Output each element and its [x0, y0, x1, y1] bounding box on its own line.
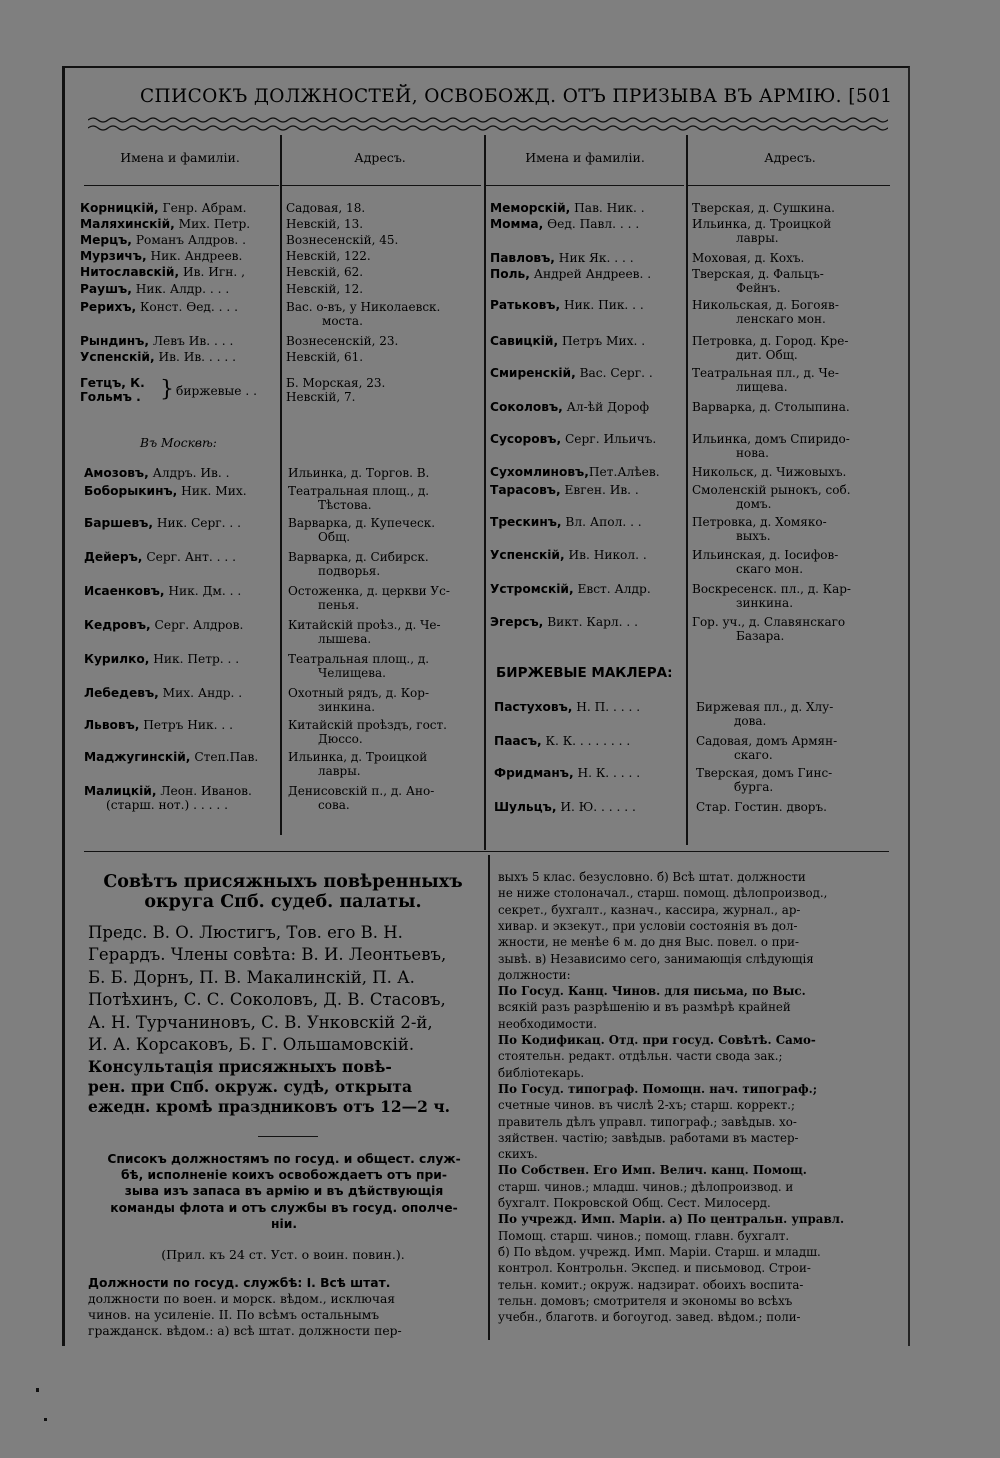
entry-address: Ильинка, д. Торгов. В. [288, 466, 430, 480]
text-line: необходимости. [498, 1016, 597, 1031]
surname: Маляхинскій, [80, 217, 175, 231]
entry-name [84, 484, 247, 498]
surname: Поль, [490, 267, 530, 281]
surname: Лебедевъ, [84, 686, 159, 700]
surname: Трескинъ, [490, 515, 562, 529]
entry-name [84, 550, 236, 564]
speck [36, 1388, 39, 1392]
text-line: По учрежд. Имп. Маріи. а) По центральн. управл. [498, 1212, 845, 1227]
entry-name [80, 201, 247, 215]
text-line: бѣ, исполненіе коихъ освобождаетъ отъ при- [120, 1168, 448, 1183]
initials: Леон. Иванов. [156, 784, 252, 798]
surname: Тарасовъ, [490, 483, 561, 497]
entry-address-cont: лищева. [736, 380, 788, 394]
surname: Курилко, [84, 652, 150, 666]
entry-name [490, 298, 644, 312]
text-line: жности, не менѣе 6 м. до дня Выс. повел. о при- [498, 935, 799, 950]
surname: Раушъ, [80, 282, 132, 296]
entry-address: Невскій, 13. [286, 217, 364, 231]
header-rule-bottom [88, 124, 888, 132]
initials: Серг. Алдров. [150, 618, 244, 632]
surname: Савицкій, [490, 334, 559, 348]
entry-address: Охотный рядъ, д. Кор- [288, 686, 429, 700]
text-line: скихъ. [498, 1147, 538, 1162]
column-divider [686, 135, 688, 845]
entry-address: Вознесенскій, 23. [286, 334, 399, 348]
text-line: рен. при Спб. окруж. судѣ, открыта [88, 1077, 413, 1096]
initials: Мих. Петр. [174, 217, 251, 231]
entry-address: Китайскій проѣз., д. Че- [288, 618, 441, 632]
council-title-line: Совѣтъ присяжныхъ повѣренныхъ [103, 872, 463, 892]
entry-name [80, 282, 229, 296]
text-line: Помощ. старш. чинов.; помощ. главн. бухгалт. [498, 1228, 790, 1243]
rule [688, 185, 890, 186]
surname: Мурзичъ, [80, 249, 147, 263]
entry-name [80, 300, 238, 314]
entry-address: Театральная площ., д. [288, 652, 430, 666]
text-line: зяйствен. частію; завѣдыв. работами въ мастер- [498, 1130, 799, 1145]
entry-address: Китайскій проѣздъ, гост. [288, 718, 447, 732]
speck [44, 1418, 47, 1421]
surname: Успенскій, [80, 350, 155, 364]
text-line: гражданск. вѣдом.: а) всѣ штат. должности пер- [88, 1324, 402, 1338]
entry-address-cont: лышева. [318, 632, 372, 646]
initials: Ник. Мих. [177, 484, 247, 498]
header-title: СПИСОКЪ ДОЛЖНОСТЕЙ, ОСВОБОЖД. ОТЪ ПРИЗЫВА ВЪ АРМІЮ. [140, 86, 842, 107]
entry-address: Ильинка, д. Троицкой [692, 217, 832, 231]
entry-name [490, 582, 651, 596]
entry-name [490, 201, 645, 215]
entry-address-cont: Тѣстова. [318, 498, 372, 512]
initials: Н. К. . . . . [573, 766, 641, 780]
entry-name [80, 265, 245, 279]
text-line: должности по воен. и морск. вѣдом., исключая [88, 1292, 396, 1306]
text-line: По Кодификац. Отд. при госуд. Совѣтѣ. Само- [498, 1033, 816, 1047]
entry-address-cont: Дюссо. [318, 732, 363, 746]
surname: Львовъ, [84, 718, 140, 732]
text-line: А. Н. Турчаниновъ, С. В. Унковскій 2-й, [88, 1012, 433, 1032]
initials: Серг. Ильичъ. [561, 432, 657, 446]
surname: Смиренскій, [490, 366, 576, 380]
entry-address-cont: нова. [736, 446, 769, 460]
entry-address: Невскій, 122. [286, 249, 371, 263]
initials: Ал-ѣй Дороф [562, 400, 650, 414]
entry-name [494, 766, 640, 780]
entry-name [490, 432, 656, 446]
entry-address: Варварка, д. Столыпина. [692, 400, 850, 414]
short-rule [258, 1136, 318, 1137]
entry-name [80, 233, 246, 247]
text-line: ніи. [271, 1216, 297, 1231]
initials: Андрей Андреев. . [529, 267, 652, 281]
initials: Пет.Алѣев. [588, 465, 660, 479]
entry-address: Варварка, д. Сибирск. [288, 550, 429, 564]
entry-name [490, 615, 638, 629]
initials: Ник. Серг. . . [152, 516, 242, 530]
surname: Маджугинскій, [84, 750, 191, 764]
entry-address: Денисовскій п., д. Ано- [288, 784, 435, 798]
text-line: команды флота и отъ службы въ госуд. ополче- [110, 1200, 458, 1215]
initials: Петръ Мих. . [558, 334, 646, 348]
moscow-heading: Въ Москвѣ: [140, 436, 217, 450]
col-head-names-right: Имена и фамиліи. [525, 150, 645, 165]
brace: } [160, 377, 174, 402]
text-line: Консультація присяжныхъ повѣ- [88, 1057, 392, 1076]
text-line: По Госуд. Канц. Чинов. для письма, по Выс. [498, 984, 806, 999]
initials: Вл. Апол. . . [561, 515, 642, 529]
text-line: выхъ 5 клас. безусловно. б) Всѣ штат. должности [498, 870, 806, 884]
entry-name [84, 784, 252, 798]
entry-address: Вас. о-въ, у Николаевск. [286, 300, 441, 314]
text-line: тельн. домовъ; смотрителя и экономы во всѣхъ [498, 1293, 793, 1308]
initials: Викт. Карл. . . [543, 615, 639, 629]
initials: Мих. Андр. . [158, 686, 243, 700]
rule [486, 185, 684, 186]
section-rule [84, 851, 889, 852]
entry-name [490, 548, 647, 562]
surname: Рерихъ, [80, 300, 137, 314]
initials: Алдръ. Ив. . [148, 466, 230, 480]
entry-address: Ильинская, д. Іосифов- [692, 548, 839, 562]
entry-name [490, 267, 651, 281]
entry-address: Невскій, 12. [286, 282, 364, 296]
initials: Конст. Ѳед. . . . [136, 300, 239, 314]
entry-address: Театральная площ., д. [288, 484, 430, 498]
entry-name [84, 750, 258, 764]
entry-address-cont: выхъ. [736, 529, 771, 543]
initials: Пав. Ник. . [570, 201, 645, 215]
text-line: секрет., бухгалт., казнач., кассира, журнал., ар- [498, 902, 801, 917]
text-line: ежедн. кромѣ праздниковъ отъ 12—2 ч. [88, 1097, 451, 1116]
entry-name [80, 350, 236, 364]
entry-address-cont: моста. [322, 314, 363, 328]
entry-address-cont: сова. [318, 798, 350, 812]
text-line: хивар. и экзекут., при условіи состоянія въ дол- [498, 918, 798, 933]
column-divider [484, 135, 486, 850]
initials: Генр. Абрам. [158, 201, 247, 215]
entry-name [494, 800, 636, 814]
surname: Паасъ, [494, 734, 542, 748]
surname: Момма, [490, 217, 544, 231]
surname: Соколовъ, [490, 400, 563, 414]
broker-address: Б. Морская, 23. [286, 376, 386, 390]
text-line: учебн., благотв. и богоугод. завед. вѣдом.; поли- [498, 1310, 801, 1325]
text-line: Должности по госуд. службѣ: І. Всѣ штат. [88, 1276, 391, 1290]
initials: Ник Як. . . . [554, 251, 634, 265]
text-line: тельн. комит.; окруж. надзират. обоихъ воспита- [498, 1277, 804, 1292]
entry-address: Моховая, д. Кохъ. [692, 251, 805, 265]
broker-note: биржевые . . [176, 384, 257, 398]
initials: Ив. Ив. . . . . [154, 350, 237, 364]
entry-address: Невскій, 61. [286, 350, 364, 364]
text-line: счетные чинов. въ числѣ 2-хъ; старш. коррект.; [498, 1098, 795, 1113]
entry-address-cont: Фейнъ. [736, 281, 781, 295]
surname: Рындинъ, [80, 334, 149, 348]
text-line: Списокъ должностямъ по госуд. и общест. служ- [107, 1152, 461, 1166]
text-line: зывѣ. в) Независимо сего, занимающія слѣдующія [498, 951, 814, 966]
surname: Баршевъ, [84, 516, 153, 530]
entry-name [490, 334, 645, 348]
initials: Степ.Пав. [190, 750, 259, 764]
initials: Ник. Дм. . . [164, 584, 242, 598]
entry-name [80, 334, 233, 348]
surname: Сухомлиновъ, [490, 465, 589, 479]
initials: Ив. Игн. , [179, 265, 245, 279]
list-ref: (Прил. къ 24 ст. Уст. о воин. повин.). [161, 1247, 405, 1262]
entry-address: Тверская, д. Фальцъ- [692, 267, 824, 281]
initials: Евст. Алдр. [573, 582, 651, 596]
text-line: чинов. на усиленіе. ІІ. По всѣмъ остальнымъ [88, 1308, 380, 1322]
surname: Дейеръ, [84, 550, 143, 564]
initials: Серг. Ант. . . . [142, 550, 237, 564]
surname: Успенскій, [490, 548, 565, 562]
text-line: По Собствен. Его Имп. Велич. канц. Помощ. [498, 1163, 807, 1178]
running-header [140, 86, 893, 107]
text-line: б) По вѣдом. учрежд. Имп. Маріи. Старш. и младш. [498, 1244, 821, 1259]
column-divider [488, 855, 490, 1340]
text-line: Предс. В. О. Люстигъ, Тов. его В. Н. [88, 923, 403, 942]
entry-address-cont: лавры. [736, 231, 779, 245]
initials: Н. П. . . . . [572, 700, 641, 714]
initials: Ник. Андреев. [146, 249, 243, 263]
broker-address: Невскій, 7. [286, 390, 356, 404]
surname: Малицкій, [84, 784, 157, 798]
surname: Фридманъ, [494, 766, 574, 780]
initials: Ник. Петр. . . [149, 652, 240, 666]
entry-address-cont: ленскаго мон. [736, 312, 826, 326]
entry-name [490, 251, 634, 265]
surname: Кедровъ, [84, 618, 151, 632]
text-line: Потѣхинъ, С. С. Соколовъ, Д. В. Стасовъ, [88, 990, 446, 1010]
col-head-address-left: Адресъ. [354, 150, 406, 165]
entry-address: Садовая, 18. [286, 201, 366, 215]
broker-name: Гольмъ . [80, 390, 141, 404]
entry-address-cont: скаго мон. [736, 562, 804, 576]
col-head-names-left: Имена и фамиліи. [120, 150, 240, 165]
surname: Исаенковъ, [84, 584, 165, 598]
initials: Ив. Никол. . [564, 548, 647, 562]
entry-name [84, 618, 243, 632]
entry-name [84, 686, 242, 700]
entry-address: Варварка, д. Купеческ. [288, 516, 436, 530]
entry-address-cont: Челищева. [318, 666, 386, 680]
entry-address: Смоленскій рынокъ, соб. [692, 483, 851, 497]
rule [281, 185, 481, 186]
text-line: библіотекарь. [498, 1065, 585, 1080]
text-line: бухгалт. Покровской Общ. Сест. Милосерд. [498, 1196, 771, 1210]
surname: Шульцъ, [494, 800, 557, 814]
entry-address: Никольск, д. Чижовыхъ. [692, 465, 847, 479]
entry-address: Театральная пл., д. Че- [692, 366, 839, 380]
surname: Мерцъ, [80, 233, 132, 247]
entry-name [84, 466, 230, 480]
entry-name [494, 700, 640, 714]
entry-address-cont: зинкина. [318, 700, 376, 714]
initials: Вас. Серг. . [575, 366, 653, 380]
council-title-line: округа Спб. судеб. палаты. [144, 892, 422, 912]
surname: Сусоровъ, [490, 432, 562, 446]
entry-name [84, 652, 239, 666]
text-line: Б. Б. Дорнъ, П. В. Макалинскій, П. А. [88, 967, 415, 987]
text-line: всякій разъ разрѣшенію и въ размѣрѣ крайней [498, 1000, 791, 1015]
entry-address: Стар. Гостин. дворъ. [696, 800, 827, 814]
initials: Левъ Ив. . . . [148, 334, 234, 348]
text-line: должности: [498, 967, 571, 982]
entry-name [80, 217, 250, 231]
entry-name [490, 515, 642, 529]
entry-address-cont: домъ. [736, 497, 772, 511]
entry-name [490, 217, 639, 231]
entry-note: (старш. нот.) . . . . . [106, 798, 229, 812]
entry-address: Никольская, д. Богояв- [692, 298, 839, 312]
entry-address: Петровка, д. Город. Кре- [692, 334, 849, 348]
entry-name [84, 584, 241, 598]
entry-name [84, 516, 241, 530]
initials: К. К. . . . . . . . [541, 734, 631, 748]
council-title [88, 872, 478, 912]
entry-address-cont: пенья. [318, 598, 360, 612]
entry-name [84, 718, 233, 732]
entry-address-cont: дит. Общ. [736, 348, 798, 362]
entry-address-cont: Базара. [736, 629, 785, 643]
entry-address-cont: подворья. [318, 564, 381, 578]
text-line: Герардъ. Члены совѣта: В. И. Леонтьевъ, [88, 945, 447, 965]
entry-name [494, 734, 630, 748]
entry-address: Биржевая пл., д. Хлу- [696, 700, 834, 714]
entry-address-cont: бурга. [734, 780, 774, 794]
surname: Пастуховъ, [494, 700, 573, 714]
entry-address-cont: дова. [734, 714, 767, 728]
text-line: зыва изъ запаса въ армію и въ дѣйствующія [124, 1184, 444, 1199]
surname: Павловъ, [490, 251, 555, 265]
col-head-address-right: Адресъ. [764, 150, 816, 165]
text-line: правитель дѣлъ управл. типограф.; завѣдыв. хо- [498, 1114, 797, 1129]
initials: Евген. Ив. . [560, 483, 639, 497]
entry-name [80, 249, 242, 263]
broker-pair [80, 376, 145, 404]
initials: Романъ Алдров. . [131, 233, 246, 247]
entry-address: Остоженка, д. церкви Ус- [288, 584, 450, 598]
text-line: И. А. Корсаковъ, Б. Г. Ольшамовскій. [88, 1035, 415, 1054]
surname: Амозовъ, [84, 466, 149, 480]
initials: Ник. Алдр. . . . [131, 282, 230, 296]
entry-address: Невскій, 62. [286, 265, 364, 279]
entry-address: Гор. уч., д. Славянскаго [692, 615, 846, 629]
entry-address: Ильинка, домъ Спиридо- [692, 432, 850, 446]
text-line: старш. чинов.; младш. чинов.; дѣлопроизвод. и [498, 1179, 794, 1194]
entry-name [490, 465, 660, 479]
entry-name [490, 483, 639, 497]
rule [84, 185, 279, 186]
surname: Боборыкинъ, [84, 484, 178, 498]
entry-address: Тверская, домъ Гинс- [696, 766, 833, 780]
column-divider [280, 135, 282, 835]
brokers-heading: БИРЖЕВЫЕ МАКЛЕРА: [496, 665, 673, 681]
surname: Нитославскій, [80, 265, 180, 279]
initials: Ѳед. Павл. . . . [543, 217, 640, 231]
header-rule-top [88, 116, 888, 124]
text-line: По Госуд. типограф. Помощн. нач. типограф.; [498, 1081, 818, 1096]
surname: Корницкій, [80, 201, 159, 215]
entry-address-cont: Общ. [318, 530, 351, 544]
page-number: [501 [848, 86, 893, 107]
surname: Меморскій, [490, 201, 571, 215]
surname: Эгерсъ, [490, 615, 544, 629]
entry-name [490, 400, 649, 414]
entry-address: Тверская, д. Сушкина. [692, 201, 835, 215]
text-line: контрол. Контрольн. Экспед. и письмовод. Строи- [498, 1261, 811, 1276]
entry-address: Садовая, домъ Армян- [696, 734, 838, 748]
entry-address-cont: лавры. [318, 764, 361, 778]
surname: Устромскій, [490, 582, 574, 596]
initials: Петръ Ник. . . [139, 718, 234, 732]
text-line: не ниже столоначал., старш. помощ. дѣлопроизвод., [498, 886, 828, 901]
entry-address-cont: скаго. [734, 748, 773, 762]
text-line: стоятельн. редакт. отдѣльн. части свода зак.; [498, 1049, 783, 1064]
surname: Ратьковъ, [490, 298, 561, 312]
entry-name [490, 366, 653, 380]
initials: Ник. Пик. . . [560, 298, 644, 312]
broker-name: Гетцъ, К. [80, 376, 145, 390]
entry-address: Ильинка, д. Троицкой [288, 750, 428, 764]
entry-address: Воскресенск. пл., д. Кар- [692, 582, 851, 596]
entry-address: Петровка, д. Хомяко- [692, 515, 827, 529]
initials: И. Ю. . . . . . [556, 800, 636, 814]
entry-address: Вознесенскій, 45. [286, 233, 399, 247]
entry-address-cont: зинкина. [736, 596, 794, 610]
